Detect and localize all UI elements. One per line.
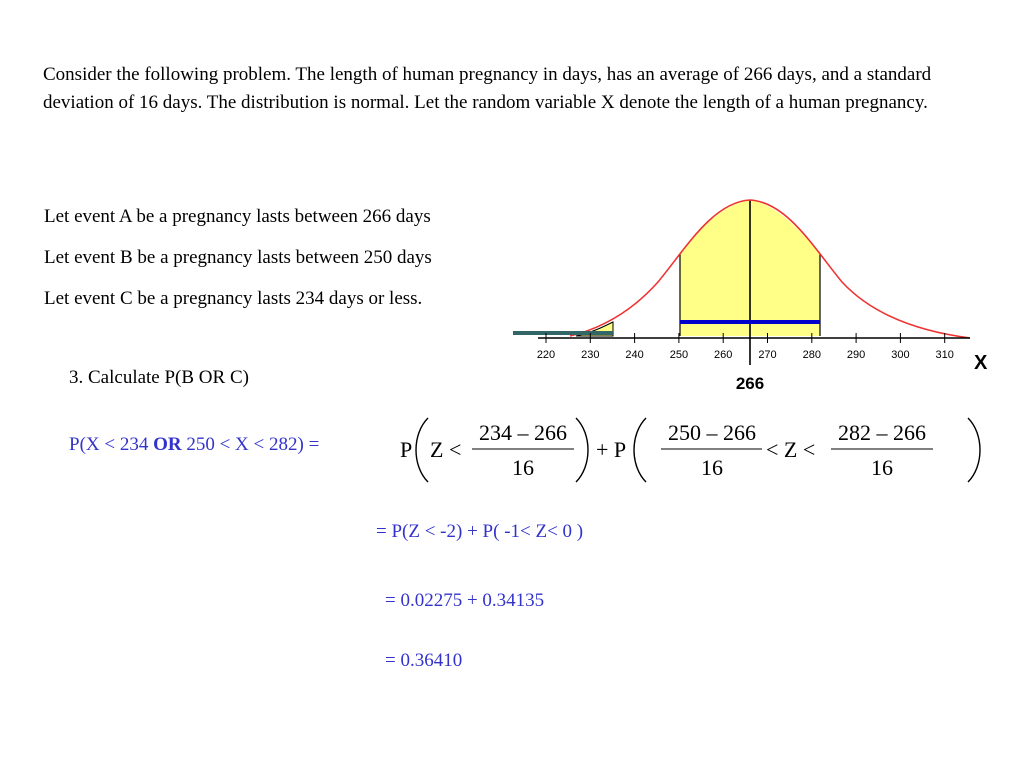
probability-expression bbox=[69, 434, 319, 456]
formula-z-lt: Z < bbox=[430, 437, 462, 462]
solution-result: = 0.36410 bbox=[385, 650, 463, 671]
axis-tick-label: 290 bbox=[846, 349, 866, 361]
axis-tick-label: 220 bbox=[536, 349, 556, 361]
formula-lt-z-lt: < Z < bbox=[766, 437, 816, 462]
axis-label-x: X bbox=[974, 352, 988, 374]
fraction-3-denominator: 16 bbox=[871, 455, 893, 480]
formula-plus-p: + P bbox=[596, 437, 627, 462]
standardized-formula bbox=[390, 412, 990, 487]
solution-step-1: = P(Z < -2) + P( -1< Z< 0 ) bbox=[376, 521, 584, 542]
axis-tick-label: 230 bbox=[581, 349, 600, 361]
normal-curve-figure bbox=[508, 190, 988, 395]
lhs-post: 250 < X < 282) = bbox=[181, 434, 320, 455]
paren-2-right bbox=[968, 418, 980, 482]
solution-step-2: = 0.02275 + 0.34135 bbox=[385, 590, 545, 611]
fraction-3-numerator: 282 – 266 bbox=[838, 420, 926, 445]
question-3: 3. Calculate P(B OR C) bbox=[69, 367, 249, 388]
lhs-or: OR bbox=[153, 434, 182, 455]
paren-1-right bbox=[576, 418, 588, 482]
axis-tick-label: 310 bbox=[935, 349, 954, 361]
paren-1-left bbox=[416, 418, 428, 482]
event-a-text: Let event A be a pregnancy lasts between 266 days bbox=[44, 206, 431, 227]
lhs-pre: P(X < 234 bbox=[69, 434, 154, 455]
mean-label: 266 bbox=[735, 374, 765, 393]
event-c-text: Let event C be a pregnancy lasts 234 days or less. bbox=[44, 288, 423, 309]
fraction-2-numerator: 250 – 266 bbox=[668, 420, 756, 445]
axis-tick-label: 240 bbox=[625, 349, 644, 361]
axis-tick-label: 250 bbox=[669, 349, 689, 361]
paren-2-left bbox=[634, 418, 646, 482]
fraction-1-denominator: 16 bbox=[512, 455, 534, 480]
fraction-2-denominator: 16 bbox=[701, 455, 723, 480]
axis-tick-label: 270 bbox=[758, 349, 777, 361]
axis-tick-labels bbox=[537, 349, 954, 361]
axis-tick-label: 300 bbox=[891, 349, 910, 361]
axis-tick-label: 260 bbox=[714, 349, 733, 361]
fraction-1-numerator: 234 – 266 bbox=[479, 420, 567, 445]
formula-p1: P bbox=[400, 437, 413, 462]
problem-statement: Consider the following problem. The length of human pregnancy in days, has an average of 266 days, and a standard deviation of 16 days. The distribution is normal. Let the random variable X denote the length of a human pregnancy. bbox=[43, 64, 932, 113]
axis-tick-label: 280 bbox=[802, 349, 821, 361]
event-b-text: Let event B be a pregnancy lasts between 250 days bbox=[44, 247, 432, 268]
